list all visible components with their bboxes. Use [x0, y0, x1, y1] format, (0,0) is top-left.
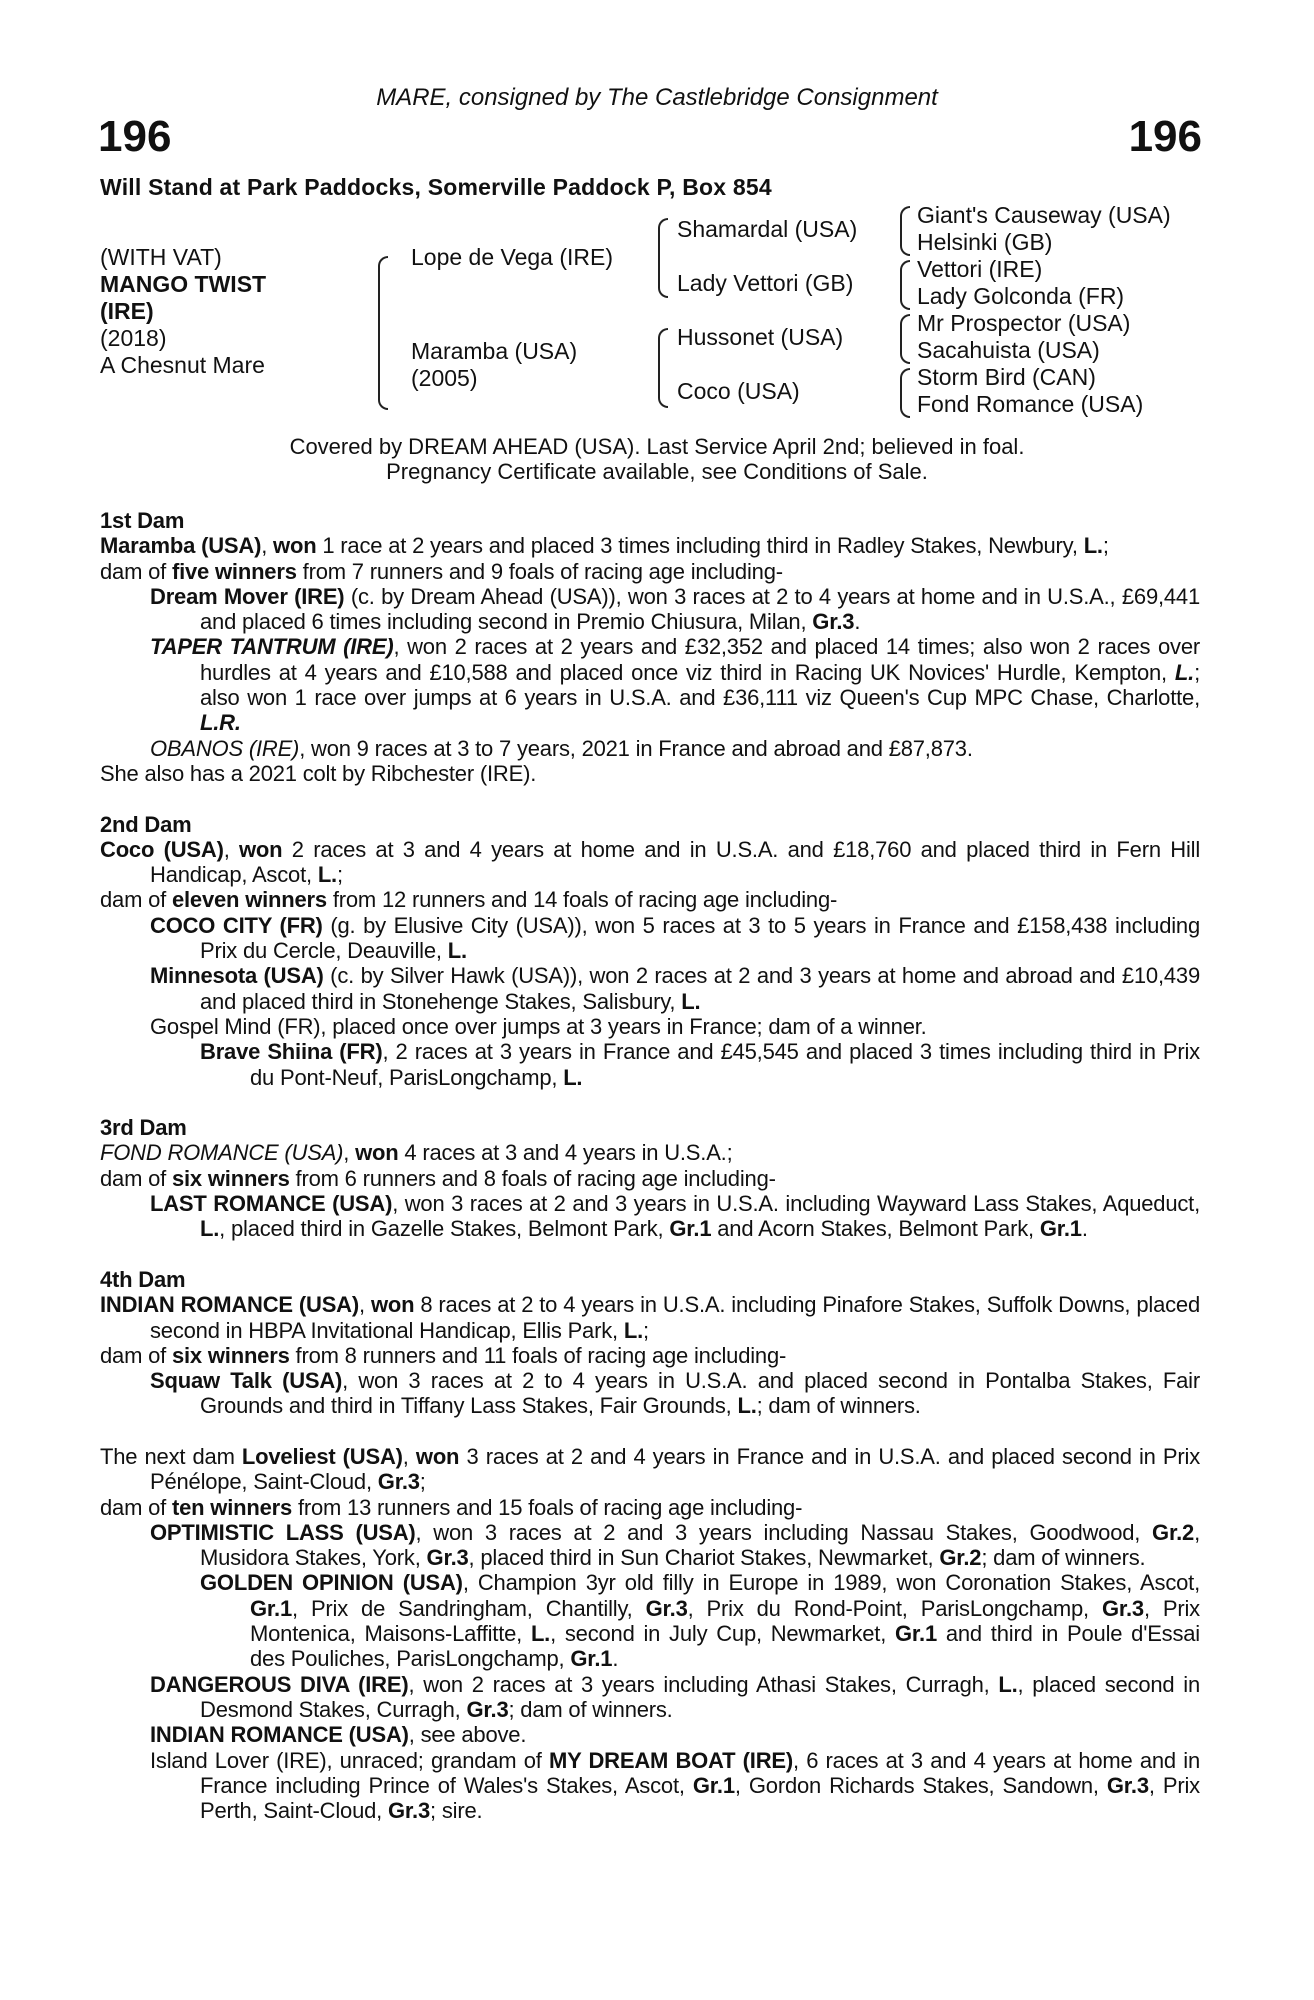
- record-text: She also has a 2021 colt by Ribchester (IRE).: [100, 760, 537, 786]
- record-text: , Prix Montenica, Maisons-Laffitte,: [250, 1595, 1200, 1647]
- pedigree-table: [0, 202, 1314, 422]
- record-text: Gospel Mind (FR), placed once over jumps at 3 years in France; dam of a winner.: [150, 1013, 927, 1039]
- record-paragraph: [100, 559, 1200, 584]
- record-paragraph: [100, 1520, 1200, 1571]
- section-heading: 2nd Dam: [100, 811, 192, 837]
- record-text: ; dam of winners.: [756, 1393, 921, 1419]
- emphasis-text: L.: [1174, 659, 1195, 685]
- record-paragraph: [100, 1570, 1200, 1671]
- emphasis-text: won: [239, 836, 283, 862]
- emphasis-text: Maramba (USA): [100, 533, 262, 559]
- record-text: , Prix de Sandringham, Chantilly,: [292, 1595, 646, 1621]
- bracket: [658, 218, 668, 298]
- record-paragraph: [100, 1166, 1200, 1191]
- emphasis-text: MY DREAM BOAT (IRE): [548, 1747, 793, 1773]
- dam-section: [100, 812, 1200, 1090]
- section-heading: 1st Dam: [100, 508, 185, 533]
- section-heading: 3rd Dam: [100, 1115, 187, 1141]
- record-text: , second in July Cup, Newmarket,: [550, 1621, 895, 1647]
- emphasis-text: Loveliest (USA): [241, 1443, 403, 1469]
- bracket: [900, 260, 910, 310]
- horse-name: MANGO TWIST: [100, 271, 267, 297]
- record-paragraph: [100, 1039, 1200, 1090]
- record-text: dam of: [100, 1342, 172, 1368]
- emphasis-text: OBANOS (IRE): [150, 735, 300, 761]
- record-text: ,: [223, 836, 240, 862]
- record-text: .: [1081, 1216, 1088, 1242]
- record-text: ,: [359, 1292, 371, 1318]
- emphasis-text: Minnesota (USA): [150, 963, 324, 989]
- record-text: ; dam of winners.: [508, 1696, 673, 1722]
- emphasis-text: Squaw Talk (USA): [150, 1368, 343, 1394]
- emphasis-text: L.R.: [200, 710, 241, 736]
- record-text: from 8 runners and 11 foals of racing age including-: [289, 1342, 787, 1368]
- emphasis-text: six winners: [171, 1165, 290, 1191]
- record-text: 8 races at 2 to 4 years in U.S.A. including Pinafore Stakes, Suffolk Downs, placed second in HBPA Invitational Handicap, Ellis Park,: [150, 1292, 1200, 1343]
- record-paragraph: [100, 1444, 1200, 1495]
- bracket: [900, 206, 910, 256]
- emphasis-text: Brave Shiina (FR): [200, 1039, 383, 1065]
- record-text: 4 races at 3 and 4 years in U.S.A.;: [398, 1140, 733, 1166]
- emphasis-text: six winners: [171, 1342, 290, 1368]
- record-text: ,: [402, 1443, 416, 1469]
- emphasis-text: L.: [317, 862, 337, 888]
- record-text: Island Lover (IRE), unraced; grandam of: [150, 1747, 549, 1773]
- emphasis-text: Gr.1: [250, 1595, 293, 1621]
- bracket: [900, 314, 910, 364]
- emphasis-text: five winners: [171, 558, 297, 584]
- ancestor: Helsinki (GB): [917, 229, 1053, 255]
- record-text: , won 3 races at 2 and 3 years including Nassau Stakes, Goodwood,: [415, 1519, 1153, 1545]
- record-paragraph: [100, 887, 1200, 912]
- record-paragraph: [100, 1495, 1200, 1520]
- emphasis-text: LAST ROMANCE (USA): [150, 1191, 393, 1217]
- emphasis-text: Gr.1: [692, 1772, 735, 1798]
- record-text: , see above.: [408, 1722, 527, 1748]
- emphasis-text: Gr.1: [570, 1646, 613, 1672]
- emphasis-text: Gr.3: [645, 1595, 688, 1621]
- emphasis-text: won: [415, 1443, 460, 1469]
- vat-note: (WITH VAT): [100, 244, 222, 270]
- emphasis-text: TAPER TANTRUM (IRE): [150, 634, 394, 660]
- record-text: from 12 runners and 14 foals of racing age including-: [326, 887, 838, 913]
- record-paragraph: [100, 533, 1200, 558]
- produce-record: [100, 508, 1200, 1849]
- lot-number-left: 196: [98, 112, 172, 161]
- emphasis-text: Gr.1: [894, 1621, 937, 1647]
- record-text: , placed third in Gazelle Stakes, Belmont Park,: [219, 1216, 670, 1242]
- ancestor: Giant's Causeway (USA): [917, 202, 1171, 228]
- emphasis-text: L.: [623, 1317, 643, 1343]
- ancestor: Storm Bird (CAN): [917, 364, 1096, 390]
- emphasis-text: ten winners: [171, 1494, 293, 1520]
- record-paragraph: [100, 963, 1200, 1014]
- emphasis-text: L.: [563, 1064, 583, 1090]
- record-text: and third in Poule d'Essai des Pouliches, ParisLongchamp,: [250, 1621, 1200, 1672]
- bracket: [378, 256, 388, 410]
- emphasis-text: L.: [447, 938, 467, 964]
- record-text: dam of: [100, 1494, 172, 1520]
- emphasis-text: L.: [737, 1393, 757, 1419]
- covering-note: [0, 434, 1314, 484]
- emphasis-text: GOLDEN OPINION (USA): [200, 1570, 463, 1596]
- record-text: .: [854, 609, 861, 635]
- record-text: , placed third in Sun Chariot Stakes, Newmarket,: [468, 1545, 940, 1571]
- dam-sire: Hussonet (USA): [677, 324, 844, 350]
- record-paragraph: [100, 1191, 1200, 1242]
- ancestor: Sacahuista (USA): [917, 337, 1100, 363]
- horse-description: A Chesnut Mare: [100, 352, 265, 378]
- emphasis-text: L.: [681, 988, 701, 1014]
- record-text: , placed second in Desmond Stakes, Curragh,: [200, 1671, 1200, 1722]
- record-paragraph: [100, 761, 1200, 786]
- record-text: (g. by Elusive City (USA)), won 5 races at 3 to 5 years in France and £158,438 including Prix du Cercle, Deauville,: [200, 912, 1200, 964]
- emphasis-text: INDIAN ROMANCE (USA): [100, 1292, 359, 1318]
- record-text: and Acorn Stakes, Belmont Park,: [711, 1216, 1040, 1242]
- emphasis-text: won: [273, 533, 317, 559]
- emphasis-text: Gr.3: [388, 1798, 431, 1824]
- emphasis-text: Coco (USA): [100, 836, 224, 862]
- record-paragraph: [100, 837, 1200, 888]
- ancestor: Vettori (IRE): [917, 256, 1043, 282]
- ancestor: Mr Prospector (USA): [917, 310, 1131, 336]
- record-text: ;: [336, 862, 343, 888]
- dam-section: [100, 508, 1200, 786]
- emphasis-text: L.: [998, 1671, 1018, 1697]
- record-paragraph: [100, 1672, 1200, 1723]
- record-paragraph: [100, 1368, 1200, 1419]
- dam-dam: Coco (USA): [677, 378, 800, 404]
- record-text: , 2 races at 3 years in France and £45,545 and placed 3 times including third in Prix du Pont-Neuf, ParisLongchamp,: [250, 1039, 1200, 1090]
- record-text: , 6 races at 3 and 4 years at home and in France including Prince of Wales's Stakes, Ascot,: [200, 1747, 1200, 1798]
- sire: Lope de Vega (IRE): [411, 244, 614, 270]
- dam-section: [100, 1444, 1200, 1823]
- record-text: , won 3 races at 2 to 4 years in U.S.A. and placed second in Pontalba Stakes, Fair Grounds and third in Tiffany Lass Stakes, Fair Grounds,: [200, 1368, 1200, 1419]
- record-text: from 7 runners and 9 foals of racing age including-: [296, 558, 783, 584]
- dam-year: (2005): [411, 365, 478, 391]
- record-text: ; also won 1 race over jumps at 6 years in U.S.A. and £36,111 viz Queen's Cup MPC Chase, Charlotte,: [200, 659, 1200, 711]
- sire-sire: Shamardal (USA): [677, 216, 858, 242]
- record-text: dam of: [100, 558, 172, 584]
- section-heading: 4th Dam: [100, 1266, 186, 1292]
- record-paragraph: [100, 913, 1200, 964]
- emphasis-text: Gr.1: [669, 1216, 712, 1242]
- record-text: , Musidora Stakes, York,: [200, 1519, 1200, 1571]
- record-text: .: [612, 1646, 619, 1672]
- emphasis-text: Gr.2: [1152, 1519, 1195, 1545]
- record-text: ;: [419, 1469, 426, 1495]
- record-paragraph: [100, 584, 1200, 635]
- emphasis-text: OPTIMISTIC LASS (USA): [150, 1519, 416, 1545]
- record-paragraph: [100, 634, 1200, 735]
- record-text: , Prix Perth, Saint-Cloud,: [200, 1772, 1200, 1824]
- record-text: ,: [343, 1140, 356, 1166]
- record-text: dam of: [100, 1165, 172, 1191]
- record-text: , Gordon Richards Stakes, Sandown,: [734, 1772, 1107, 1798]
- emphasis-text: INDIAN ROMANCE (USA): [150, 1722, 409, 1748]
- lot-number-right: 196: [1128, 112, 1202, 161]
- record-text: dam of: [100, 887, 172, 913]
- horse-country: (IRE): [100, 298, 154, 324]
- emphasis-text: Gr.3: [466, 1696, 509, 1722]
- emphasis-text: Dream Mover (IRE): [150, 583, 345, 609]
- consignor-line: MARE, consigned by The Castlebridge Consignment: [376, 84, 938, 111]
- record-paragraph: [100, 736, 1200, 761]
- record-paragraph: [100, 1722, 1200, 1747]
- record-text: , won 3 races at 2 and 3 years in U.S.A. including Wayward Lass Stakes, Aqueduct,: [392, 1191, 1200, 1217]
- emphasis-text: L.: [200, 1216, 220, 1242]
- record-text: 3 races at 2 and 4 years in France and in U.S.A. and placed second in Prix Pénélope, Saint-Cloud,: [150, 1443, 1200, 1495]
- record-text: , won 9 races at 3 to 7 years, 2021 in France and abroad and £87,873.: [299, 735, 973, 761]
- emphasis-text: eleven winners: [171, 887, 327, 913]
- emphasis-text: won: [355, 1140, 399, 1166]
- emphasis-text: won: [370, 1292, 415, 1318]
- stand-location: Will Stand at Park Paddocks, Somerville Paddock P, Box 854: [100, 174, 772, 200]
- emphasis-text: Gr.2: [939, 1545, 982, 1571]
- emphasis-text: COCO CITY (FR): [150, 912, 323, 938]
- emphasis-text: Gr.3: [426, 1545, 469, 1571]
- record-text: from 13 runners and 15 foals of racing age including-: [292, 1494, 803, 1520]
- emphasis-text: L.: [530, 1621, 551, 1647]
- record-paragraph: [100, 1292, 1200, 1343]
- bracket: [658, 328, 668, 408]
- record-text: , Prix du Rond-Point, ParisLongchamp,: [687, 1595, 1102, 1621]
- emphasis-text: Gr.3: [1106, 1772, 1149, 1798]
- dam-section: [100, 1267, 1200, 1419]
- record-text: , won 2 races at 2 years and £32,352 and placed 14 times; also won 2 races over hurdles at 4 years and £10,588 and placed once viz third in Racing UK Novices' Hurdle, Kempton,: [200, 634, 1200, 685]
- horse-year: (2018): [100, 325, 167, 351]
- record-text: , won 2 races at 3 years including Athasi Stakes, Curragh,: [408, 1671, 999, 1697]
- record-paragraph: [100, 1014, 1200, 1039]
- record-paragraph: [100, 1343, 1200, 1368]
- record-paragraph: [100, 1140, 1200, 1165]
- record-text: , Champion 3yr old filly in Europe in 1989, won Coronation Stakes, Ascot,: [462, 1570, 1200, 1596]
- record-text: (c. by Silver Hawk (USA)), won 2 races at 2 and 3 years at home and abroad and £10,439 and placed third in Stonehenge Stakes, Salisbury,: [200, 963, 1200, 1014]
- record-paragraph: [100, 1748, 1200, 1824]
- ancestor: Fond Romance (USA): [917, 391, 1144, 417]
- record-text: from 6 runners and 8 foals of racing age including-: [289, 1165, 776, 1191]
- pregnancy-line: Pregnancy Certificate available, see Conditions of Sale.: [386, 459, 928, 484]
- record-text: The next dam: [100, 1443, 242, 1469]
- covered-line: Covered by DREAM AHEAD (USA). Last Service April 2nd; believed in foal.: [289, 434, 1025, 459]
- emphasis-text: Gr.3: [377, 1469, 420, 1495]
- emphasis-text: Gr.1: [1039, 1216, 1082, 1242]
- record-text: 1 race at 2 years and placed 3 times including third in Radley Stakes, Newbury,: [316, 533, 1084, 559]
- record-text: (c. by Dream Ahead (USA)), won 3 races at 2 to 4 years at home and in U.S.A., £69,441 and placed 6 times including second in Premio Chiusura, Milan,: [200, 583, 1200, 635]
- record-text: ;: [1102, 533, 1109, 559]
- emphasis-text: Gr.3: [1101, 1595, 1144, 1621]
- dam: Maramba (USA): [411, 338, 578, 364]
- emphasis-text: DANGEROUS DIVA (IRE): [150, 1671, 409, 1697]
- record-text: ; dam of winners.: [981, 1545, 1146, 1571]
- emphasis-text: FOND ROMANCE (USA): [100, 1140, 344, 1166]
- emphasis-text: L.: [1083, 533, 1103, 559]
- record-text: 2 races at 3 and 4 years at home and in U.S.A. and £18,760 and placed third in Fern Hill Handicap, Ascot,: [150, 836, 1201, 888]
- dam-section: [100, 1115, 1200, 1241]
- sire-dam: Lady Vettori (GB): [677, 270, 854, 296]
- emphasis-text: Gr.3: [812, 609, 855, 635]
- record-text: ; sire.: [430, 1798, 483, 1824]
- ancestor: Lady Golconda (FR): [917, 283, 1125, 309]
- bracket: [900, 368, 910, 418]
- record-text: ,: [261, 533, 274, 559]
- record-text: ;: [643, 1317, 649, 1343]
